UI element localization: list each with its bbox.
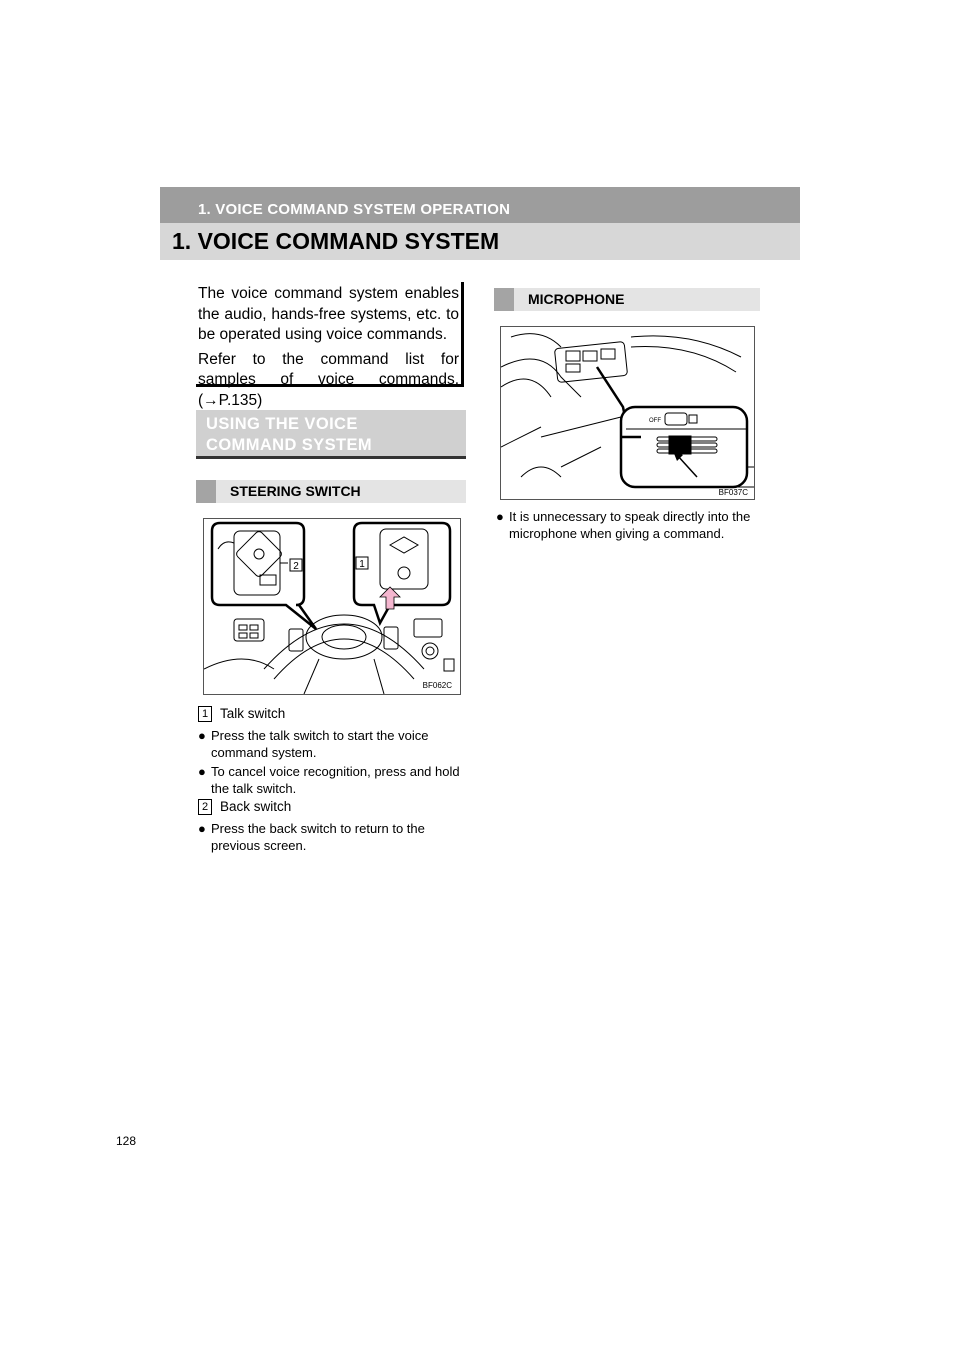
callout-1-label: 1 <box>359 559 365 570</box>
figure-code-bf062c: BF062C <box>422 681 452 690</box>
bullet-item <box>198 727 466 761</box>
bullet-item <box>198 820 466 854</box>
item-number-1: 1 <box>198 706 212 722</box>
bullet-item <box>496 508 764 542</box>
microphone-heading <box>494 288 760 311</box>
intro-paragraph-1: The voice command system enables the audio, hands-free systems, etc. to be operated using voice commands. <box>198 285 459 343</box>
page-title: 1. VOICE COMMAND SYSTEM <box>172 228 500 254</box>
bullet-item <box>198 763 466 797</box>
back-switch-label: Back switch <box>220 799 292 814</box>
mic-off-label: OFF <box>649 418 661 424</box>
bullet-text: Press the back switch to return to the previous screen. <box>211 821 425 853</box>
microphone-label: MICROPHONE <box>528 291 625 307</box>
using-voice-command-heading <box>196 410 466 459</box>
bullet-text: Press the talk switch to start the voice command system. <box>211 728 429 760</box>
heading-marker <box>196 480 216 503</box>
back-switch-item <box>198 799 291 815</box>
page-number: 128 <box>116 1134 137 1148</box>
section-header-title: 1. VOICE COMMAND SYSTEM OPERATION <box>198 201 511 218</box>
microphone-illustration <box>501 327 754 499</box>
intro-paragraph-2: Refer to the command list for samples of voice commands. (→P.135) <box>198 350 459 409</box>
talk-switch-item <box>198 706 285 722</box>
talk-switch-label: Talk switch <box>220 706 286 721</box>
using-heading-line-2: COMMAND SYSTEM <box>206 436 373 454</box>
bullet-icon: ● <box>198 821 206 836</box>
figure-code-bf037c: BF037C <box>718 488 748 497</box>
steering-switch-label: STEERING SWITCH <box>230 483 361 499</box>
bullet-icon: ● <box>198 764 206 779</box>
bullet-icon: ● <box>496 509 504 524</box>
bullet-text: To cancel voice recognition, press and hold the talk switch. <box>211 764 460 796</box>
heading-marker <box>494 288 514 311</box>
steering-switch-heading <box>196 480 466 503</box>
bullet-icon: ● <box>198 728 206 743</box>
intro-box <box>196 282 464 409</box>
using-heading-line-1: USING THE VOICE <box>206 415 358 433</box>
steering-illustration <box>204 519 460 694</box>
item-number-2: 2 <box>198 799 212 815</box>
steering-switch-figure <box>203 518 461 695</box>
microphone-figure <box>500 326 755 500</box>
bullet-text: It is unnecessary to speak directly into the microphone when giving a command. <box>509 509 751 541</box>
callout-2-label: 2 <box>293 561 299 572</box>
